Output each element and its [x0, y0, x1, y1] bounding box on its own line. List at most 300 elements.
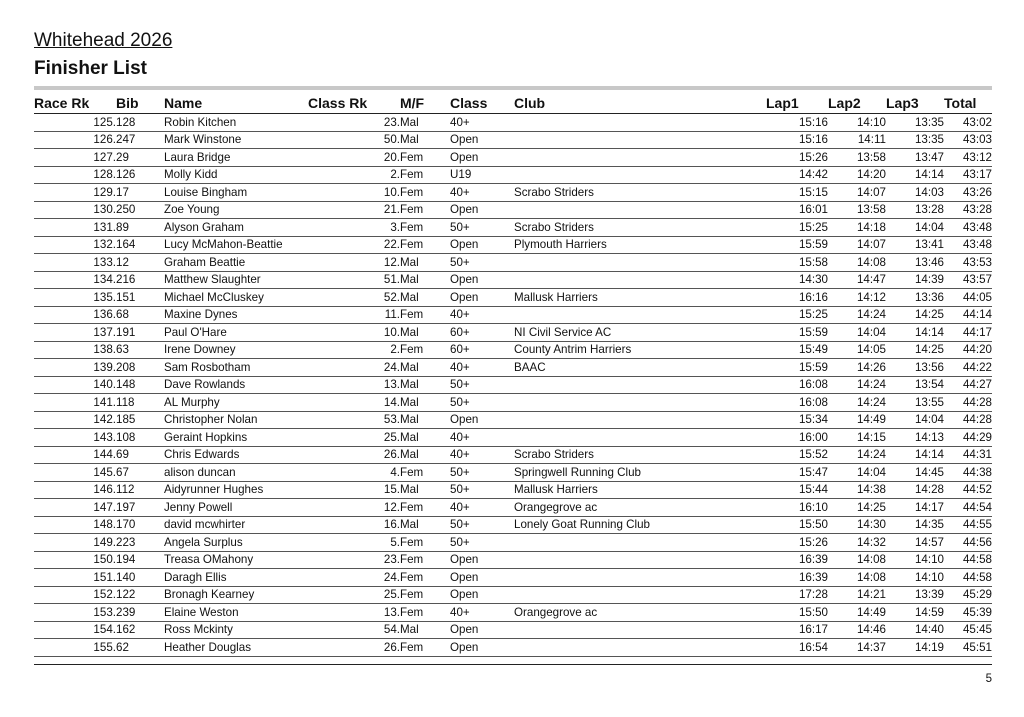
cell-club: [514, 306, 766, 324]
cell-total: 44:55: [944, 516, 992, 534]
cell-class: 40+: [450, 184, 514, 202]
cell-class-rank: 26.: [308, 639, 400, 657]
cell-lap1: 14:42: [766, 166, 828, 184]
cell-gender: Fem: [400, 166, 450, 184]
cell-club: [514, 586, 766, 604]
cell-class: Open: [450, 236, 514, 254]
cell-total: 43:53: [944, 254, 992, 272]
cell-lap2: 14:47: [828, 271, 886, 289]
cell-class: Open: [450, 569, 514, 587]
cell-gender: Fem: [400, 341, 450, 359]
cell-race-rank: 144.: [34, 446, 116, 464]
cell-class: 40+: [450, 359, 514, 377]
cell-total: 43:17: [944, 166, 992, 184]
cell-class: Open: [450, 271, 514, 289]
cell-race-rank: 141.: [34, 394, 116, 412]
cell-class-rank: 52.: [308, 289, 400, 307]
cell-total: 45:39: [944, 604, 992, 622]
cell-total: 44:56: [944, 534, 992, 552]
cell-gender: Fem: [400, 639, 450, 657]
cell-bib: 112: [116, 481, 164, 499]
cell-lap1: 15:58: [766, 254, 828, 272]
cell-bib: 67: [116, 464, 164, 482]
cell-race-rank: 139.: [34, 359, 116, 377]
cell-lap1: 15:50: [766, 516, 828, 534]
header-divider: [34, 86, 992, 90]
cell-lap2: 14:07: [828, 236, 886, 254]
cell-class-rank: 23.: [308, 114, 400, 132]
cell-gender: Fem: [400, 201, 450, 219]
cell-lap2: 14:49: [828, 604, 886, 622]
cell-club: [514, 166, 766, 184]
cell-lap1: 15:16: [766, 114, 828, 132]
cell-club: Mallusk Harriers: [514, 481, 766, 499]
cell-name: david mcwhirter: [164, 516, 308, 534]
cell-name: Heather Douglas: [164, 639, 308, 657]
cell-race-rank: 154.: [34, 621, 116, 639]
cell-lap3: 14:25: [886, 306, 944, 324]
cell-total: 43:02: [944, 114, 992, 132]
table-row: [34, 271, 992, 289]
table-row: [34, 569, 992, 587]
cell-class-rank: 26.: [308, 446, 400, 464]
cell-race-rank: 131.: [34, 219, 116, 237]
cell-class: 50+: [450, 254, 514, 272]
cell-race-rank: 146.: [34, 481, 116, 499]
cell-total: 43:26: [944, 184, 992, 202]
cell-total: 44:52: [944, 481, 992, 499]
page-number: 5: [985, 673, 992, 685]
cell-class-rank: 50.: [308, 131, 400, 149]
cell-lap2: 14:08: [828, 569, 886, 587]
cell-class-rank: 3.: [308, 219, 400, 237]
cell-name: Bronagh Kearney: [164, 586, 308, 604]
cell-name: Dave Rowlands: [164, 376, 308, 394]
column-header-lap3: Lap3: [886, 93, 944, 114]
cell-lap2: 14:38: [828, 481, 886, 499]
cell-class-rank: 54.: [308, 621, 400, 639]
cell-total: 44:38: [944, 464, 992, 482]
cell-lap2: 14:05: [828, 341, 886, 359]
cell-club: Scrabo Striders: [514, 184, 766, 202]
cell-total: 44:22: [944, 359, 992, 377]
cell-total: 44:58: [944, 569, 992, 587]
cell-class-rank: 12.: [308, 254, 400, 272]
table-row: [34, 149, 992, 167]
cell-club: BAAC: [514, 359, 766, 377]
cell-class: Open: [450, 551, 514, 569]
cell-gender: Fem: [400, 551, 450, 569]
cell-gender: Fem: [400, 184, 450, 202]
cell-race-rank: 148.: [34, 516, 116, 534]
cell-name: Zoe Young: [164, 201, 308, 219]
cell-bib: 118: [116, 394, 164, 412]
cell-class-rank: 12.: [308, 499, 400, 517]
cell-lap3: 14:19: [886, 639, 944, 657]
cell-club: [514, 534, 766, 552]
cell-lap3: 14:04: [886, 411, 944, 429]
cell-bib: 191: [116, 324, 164, 342]
cell-gender: Mal: [400, 324, 450, 342]
cell-class: 60+: [450, 341, 514, 359]
cell-total: 45:29: [944, 586, 992, 604]
column-header-club: Club: [514, 93, 766, 114]
table-row: [34, 201, 992, 219]
cell-lap3: 14:14: [886, 446, 944, 464]
cell-lap3: 13:56: [886, 359, 944, 377]
cell-bib: 223: [116, 534, 164, 552]
cell-bib: 247: [116, 131, 164, 149]
cell-class-rank: 16.: [308, 516, 400, 534]
table-row: [34, 604, 992, 622]
cell-class-rank: 13.: [308, 376, 400, 394]
cell-class: Open: [450, 201, 514, 219]
cell-lap2: 14:15: [828, 429, 886, 447]
cell-gender: Mal: [400, 359, 450, 377]
cell-name: Jenny Powell: [164, 499, 308, 517]
cell-club: [514, 621, 766, 639]
cell-race-rank: 138.: [34, 341, 116, 359]
cell-lap3: 13:47: [886, 149, 944, 167]
cell-total: 44:29: [944, 429, 992, 447]
cell-gender: Fem: [400, 149, 450, 167]
cell-lap2: 14:49: [828, 411, 886, 429]
cell-race-rank: 147.: [34, 499, 116, 517]
cell-lap1: 15:52: [766, 446, 828, 464]
cell-race-rank: 130.: [34, 201, 116, 219]
cell-lap1: 17:28: [766, 586, 828, 604]
cell-total: 44:17: [944, 324, 992, 342]
cell-bib: 108: [116, 429, 164, 447]
cell-club: Orangegrove ac: [514, 499, 766, 517]
cell-club: Lonely Goat Running Club: [514, 516, 766, 534]
cell-total: 43:48: [944, 236, 992, 254]
cell-lap3: 14:14: [886, 166, 944, 184]
cell-gender: Fem: [400, 236, 450, 254]
cell-class-rank: 5.: [308, 534, 400, 552]
cell-lap1: 15:26: [766, 534, 828, 552]
cell-name: Sam Rosbotham: [164, 359, 308, 377]
cell-lap1: 15:15: [766, 184, 828, 202]
cell-class: Open: [450, 586, 514, 604]
cell-club: Springwell Running Club: [514, 464, 766, 482]
cell-lap1: 15:44: [766, 481, 828, 499]
cell-club: County Antrim Harriers: [514, 341, 766, 359]
cell-lap3: 14:10: [886, 551, 944, 569]
cell-club: [514, 394, 766, 412]
table-row: [34, 376, 992, 394]
cell-gender: Mal: [400, 394, 450, 412]
cell-class: Open: [450, 621, 514, 639]
cell-class-rank: 2.: [308, 341, 400, 359]
document-title: Finisher List: [34, 58, 147, 79]
cell-class-rank: 15.: [308, 481, 400, 499]
cell-lap2: 14:30: [828, 516, 886, 534]
cell-name: Christopher Nolan: [164, 411, 308, 429]
cell-class: 40+: [450, 446, 514, 464]
cell-class-rank: 53.: [308, 411, 400, 429]
cell-lap3: 14:57: [886, 534, 944, 552]
cell-bib: 151: [116, 289, 164, 307]
cell-class: 40+: [450, 306, 514, 324]
table-row: [34, 516, 992, 534]
cell-lap2: 14:46: [828, 621, 886, 639]
cell-gender: Mal: [400, 254, 450, 272]
table-row: [34, 429, 992, 447]
cell-lap2: 14:20: [828, 166, 886, 184]
cell-bib: 194: [116, 551, 164, 569]
cell-lap1: 15:50: [766, 604, 828, 622]
cell-lap1: 15:47: [766, 464, 828, 482]
cell-lap2: 14:21: [828, 586, 886, 604]
table-row: [34, 411, 992, 429]
table-row: [34, 359, 992, 377]
cell-gender: Mal: [400, 621, 450, 639]
cell-lap3: 13:54: [886, 376, 944, 394]
cell-gender: Mal: [400, 481, 450, 499]
cell-gender: Mal: [400, 516, 450, 534]
table-row: [34, 464, 992, 482]
cell-club: Plymouth Harriers: [514, 236, 766, 254]
cell-bib: 89: [116, 219, 164, 237]
cell-lap3: 13:36: [886, 289, 944, 307]
table-row: [34, 324, 992, 342]
cell-class: 50+: [450, 219, 514, 237]
cell-total: 44:54: [944, 499, 992, 517]
cell-race-rank: 128.: [34, 166, 116, 184]
cell-lap3: 14:04: [886, 219, 944, 237]
cell-lap2: 14:24: [828, 376, 886, 394]
table-row: [34, 551, 992, 569]
cell-total: 44:05: [944, 289, 992, 307]
table-row: [34, 394, 992, 412]
column-header-total: Total: [944, 93, 992, 114]
table-bottom-rule: [34, 664, 992, 665]
cell-lap3: 14:28: [886, 481, 944, 499]
cell-club: [514, 131, 766, 149]
cell-club: Orangegrove ac: [514, 604, 766, 622]
cell-class: Open: [450, 149, 514, 167]
cell-bib: 12: [116, 254, 164, 272]
cell-lap3: 14:59: [886, 604, 944, 622]
cell-lap2: 14:24: [828, 306, 886, 324]
cell-lap2: 14:12: [828, 289, 886, 307]
cell-class-rank: 10.: [308, 324, 400, 342]
cell-race-rank: 151.: [34, 569, 116, 587]
cell-gender: Fem: [400, 499, 450, 517]
cell-lap3: 13:28: [886, 201, 944, 219]
cell-lap1: 15:25: [766, 219, 828, 237]
cell-lap2: 14:32: [828, 534, 886, 552]
cell-class-rank: 24.: [308, 359, 400, 377]
cell-total: 43:48: [944, 219, 992, 237]
cell-name: Robin Kitchen: [164, 114, 308, 132]
cell-lap1: 15:34: [766, 411, 828, 429]
cell-lap3: 13:46: [886, 254, 944, 272]
cell-lap3: 14:17: [886, 499, 944, 517]
column-header-bib: Bib: [116, 93, 164, 114]
column-header-lap1: Lap1: [766, 93, 828, 114]
cell-bib: 239: [116, 604, 164, 622]
cell-class-rank: 10.: [308, 184, 400, 202]
cell-race-rank: 133.: [34, 254, 116, 272]
table-header-row: [34, 93, 992, 114]
cell-lap2: 14:07: [828, 184, 886, 202]
cell-race-rank: 135.: [34, 289, 116, 307]
cell-club: [514, 376, 766, 394]
cell-name: Louise Bingham: [164, 184, 308, 202]
cell-total: 43:28: [944, 201, 992, 219]
column-header-class-rank: Class Rk: [308, 93, 400, 114]
cell-club: [514, 271, 766, 289]
cell-race-rank: 142.: [34, 411, 116, 429]
cell-lap2: 14:11: [828, 131, 886, 149]
cell-lap1: 16:08: [766, 376, 828, 394]
cell-lap3: 13:55: [886, 394, 944, 412]
cell-class: Open: [450, 411, 514, 429]
cell-club: [514, 429, 766, 447]
cell-race-rank: 127.: [34, 149, 116, 167]
cell-race-rank: 129.: [34, 184, 116, 202]
table-row: [34, 481, 992, 499]
cell-lap1: 16:00: [766, 429, 828, 447]
cell-gender: Fem: [400, 569, 450, 587]
cell-class: 40+: [450, 499, 514, 517]
cell-race-rank: 126.: [34, 131, 116, 149]
cell-bib: 17: [116, 184, 164, 202]
cell-gender: Fem: [400, 534, 450, 552]
cell-club: Scrabo Striders: [514, 219, 766, 237]
cell-lap1: 16:01: [766, 201, 828, 219]
cell-name: Ross Mckinty: [164, 621, 308, 639]
cell-lap3: 14:03: [886, 184, 944, 202]
cell-gender: Mal: [400, 411, 450, 429]
cell-bib: 29: [116, 149, 164, 167]
table-row: [34, 534, 992, 552]
cell-lap3: 14:13: [886, 429, 944, 447]
cell-race-rank: 155.: [34, 639, 116, 657]
cell-total: 44:58: [944, 551, 992, 569]
cell-class: Open: [450, 289, 514, 307]
cell-total: 45:45: [944, 621, 992, 639]
cell-bib: 185: [116, 411, 164, 429]
cell-name: Lucy McMahon-Beattie: [164, 236, 308, 254]
finisher-table: [34, 93, 992, 657]
cell-lap3: 14:45: [886, 464, 944, 482]
cell-class-rank: 25.: [308, 586, 400, 604]
cell-race-rank: 136.: [34, 306, 116, 324]
cell-lap1: 15:59: [766, 324, 828, 342]
cell-lap3: 14:10: [886, 569, 944, 587]
cell-name: Alyson Graham: [164, 219, 308, 237]
cell-lap2: 14:08: [828, 551, 886, 569]
cell-total: 44:27: [944, 376, 992, 394]
cell-lap2: 13:58: [828, 149, 886, 167]
cell-class: 50+: [450, 481, 514, 499]
cell-class: 40+: [450, 429, 514, 447]
cell-class-rank: 51.: [308, 271, 400, 289]
cell-club: [514, 201, 766, 219]
cell-lap2: 14:24: [828, 394, 886, 412]
cell-lap3: 14:25: [886, 341, 944, 359]
cell-lap2: 14:24: [828, 446, 886, 464]
cell-gender: Mal: [400, 376, 450, 394]
cell-bib: 62: [116, 639, 164, 657]
cell-class-rank: 11.: [308, 306, 400, 324]
cell-bib: 208: [116, 359, 164, 377]
cell-name: Elaine Weston: [164, 604, 308, 622]
cell-name: Angela Surplus: [164, 534, 308, 552]
cell-name: Chris Edwards: [164, 446, 308, 464]
cell-club: [514, 254, 766, 272]
cell-name: Daragh Ellis: [164, 569, 308, 587]
table-row: [34, 236, 992, 254]
table-row: [34, 639, 992, 657]
cell-gender: Mal: [400, 429, 450, 447]
cell-class: U19: [450, 166, 514, 184]
table-row: [34, 341, 992, 359]
cell-bib: 197: [116, 499, 164, 517]
cell-name: Geraint Hopkins: [164, 429, 308, 447]
cell-lap1: 16:08: [766, 394, 828, 412]
cell-bib: 128: [116, 114, 164, 132]
cell-class-rank: 21.: [308, 201, 400, 219]
cell-race-rank: 149.: [34, 534, 116, 552]
column-header-class: Class: [450, 93, 514, 114]
cell-bib: 68: [116, 306, 164, 324]
cell-lap3: 13:35: [886, 131, 944, 149]
cell-lap3: 13:39: [886, 586, 944, 604]
cell-class-rank: 25.: [308, 429, 400, 447]
cell-lap1: 16:17: [766, 621, 828, 639]
cell-lap2: 14:37: [828, 639, 886, 657]
cell-name: Matthew Slaughter: [164, 271, 308, 289]
cell-lap1: 15:49: [766, 341, 828, 359]
cell-gender: Mal: [400, 271, 450, 289]
cell-lap1: 16:39: [766, 551, 828, 569]
cell-club: Scrabo Striders: [514, 446, 766, 464]
cell-class-rank: 24.: [308, 569, 400, 587]
cell-bib: 164: [116, 236, 164, 254]
cell-gender: Fem: [400, 219, 450, 237]
cell-race-rank: 150.: [34, 551, 116, 569]
cell-race-rank: 125.: [34, 114, 116, 132]
cell-club: Mallusk Harriers: [514, 289, 766, 307]
table-row: [34, 621, 992, 639]
event-title: Whitehead 2026: [34, 30, 173, 51]
cell-name: Mark Winstone: [164, 131, 308, 149]
cell-total: 44:14: [944, 306, 992, 324]
cell-lap1: 15:59: [766, 359, 828, 377]
cell-lap1: 16:39: [766, 569, 828, 587]
cell-class: 40+: [450, 604, 514, 622]
cell-lap2: 14:08: [828, 254, 886, 272]
cell-bib: 126: [116, 166, 164, 184]
table-row: [34, 131, 992, 149]
cell-class: 50+: [450, 464, 514, 482]
cell-name: Treasa OMahony: [164, 551, 308, 569]
cell-lap1: 16:16: [766, 289, 828, 307]
cell-name: alison duncan: [164, 464, 308, 482]
cell-class: Open: [450, 639, 514, 657]
column-header-race-rank: Race Rk: [34, 93, 116, 114]
cell-club: [514, 411, 766, 429]
cell-club: [514, 551, 766, 569]
cell-name: Michael McCluskey: [164, 289, 308, 307]
cell-lap2: 14:25: [828, 499, 886, 517]
table-row: [34, 499, 992, 517]
cell-gender: Mal: [400, 446, 450, 464]
